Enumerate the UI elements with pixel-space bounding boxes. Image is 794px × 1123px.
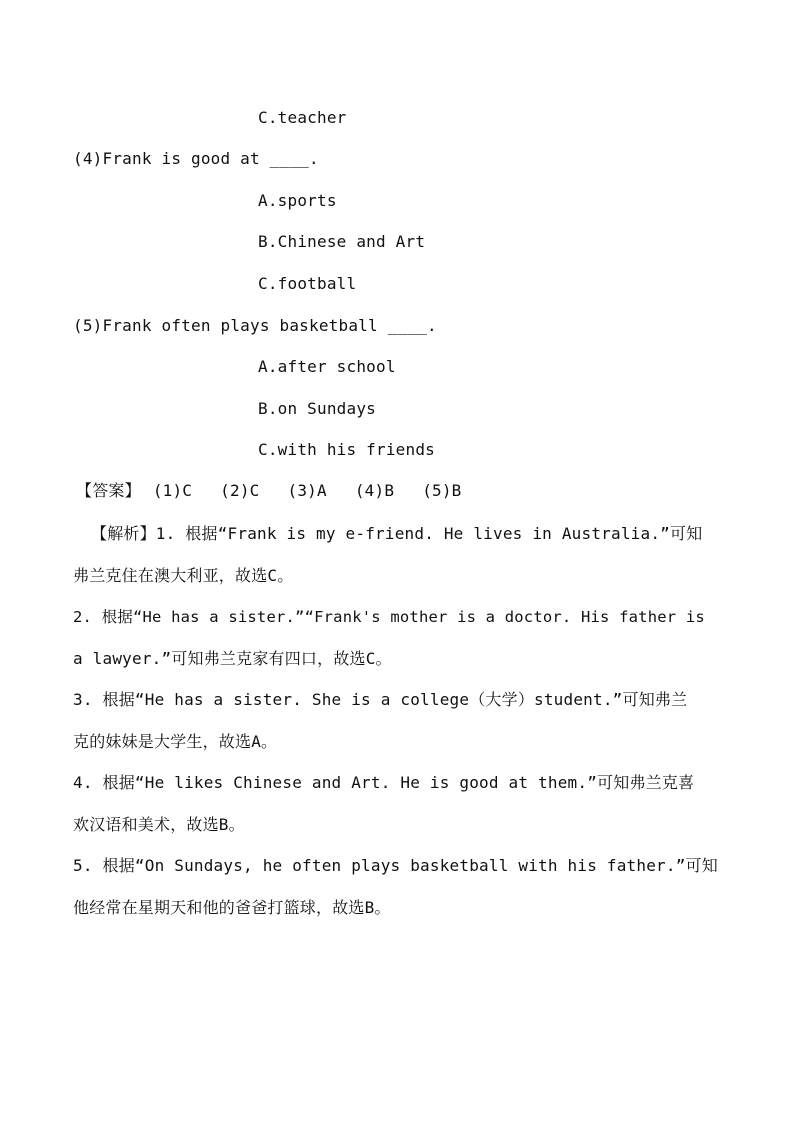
- answer-line: [76, 481, 462, 501]
- answer-item: (4)B: [354, 481, 395, 500]
- explanation-line-2: 弗兰克住在澳大利亚，故选C。: [73, 566, 294, 585]
- explanation-line-3: 2. 根据“He has a sister.”“Frank's mother is a doctor. His father is: [73, 608, 705, 626]
- explanation-line-9: 5. 根据“On Sundays, he often plays basketball with his father.”可知: [73, 856, 718, 875]
- option-3c: C.teacher: [258, 108, 347, 127]
- explanation-line-1: 【解析】1. 根据“Frank is my e-friend. He lives in Australia.”可知: [91, 524, 703, 543]
- question-4: (4)Frank is good at ____.: [73, 149, 319, 168]
- answer-item: (2)C: [220, 481, 260, 500]
- option-4a: A.sports: [258, 191, 337, 210]
- option-5b: B.on Sundays: [258, 399, 376, 418]
- explanation-line-10: 他经常在星期天和他的爸爸打篮球，故选B。: [73, 898, 391, 917]
- answer-item: (1)C: [152, 481, 193, 500]
- explanation-line-4: a lawyer.”可知弗兰克家有四口，故选C。: [73, 649, 392, 668]
- explanation-line-7: 4. 根据“He likes Chinese and Art. He is good at them.”可知弗兰克喜: [73, 773, 695, 792]
- option-4c: C.football: [258, 274, 357, 293]
- explanation-line-8: 欢汉语和美术，故选B。: [73, 815, 245, 834]
- explanation-line-5: 3. 根据“He has a sister. She is a college（大学）student.”可知弗兰: [73, 690, 688, 709]
- answer-item: (3)A: [287, 481, 327, 500]
- option-5c: C.with his friends: [258, 440, 435, 459]
- question-5: (5)Frank often plays basketball ____.: [73, 316, 437, 335]
- answer-label: 【答案】: [76, 481, 141, 500]
- answer-item: (5)B: [422, 481, 462, 500]
- explanation-line-6: 克的妹妹是大学生，故选A。: [73, 732, 278, 751]
- option-5a: A.after school: [258, 357, 396, 376]
- option-4b: B.Chinese and Art: [258, 232, 426, 251]
